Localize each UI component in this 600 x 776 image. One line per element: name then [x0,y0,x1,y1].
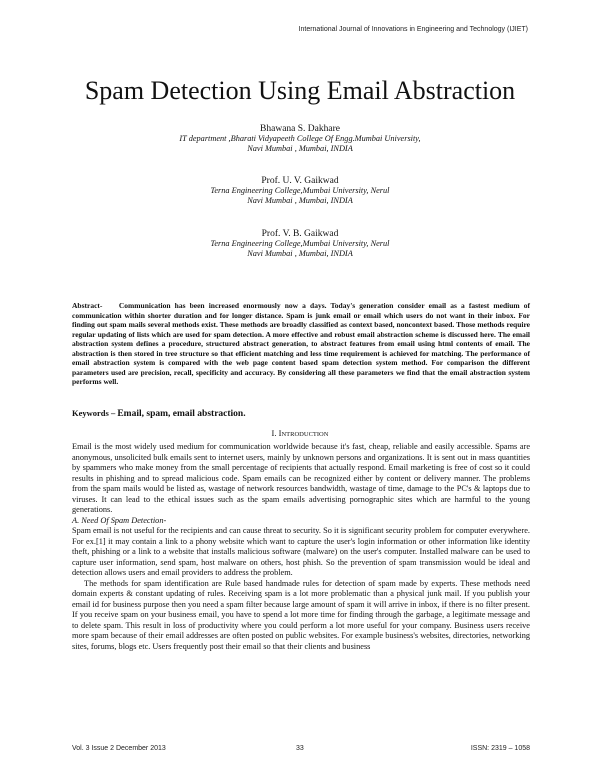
author-block-1 [0,124,600,154]
footer-volume: Vol. 3 Issue 2 December 2013 [72,745,166,752]
keywords-label: Keywords – [72,408,116,418]
author-block-2 [0,176,600,206]
journal-header: International Journal of Innovations in Engineering and Technology (IJIET) [298,26,528,33]
subsection-heading: A. Need Of Spam Detection- [72,515,167,525]
paragraph: The methods for spam identification are Rule based handmade rules for detection of spam made by experts. These methods need domain experts & constant updating of rules. Receiving spam is a lot more problematic than a physical junk mail. If you publish your email id for business purpose then you need a spam filter because large amount of spam it will arrive in inbox, if there is no filter present. If you receive spam on your business email, you have to spend a lot more time for finding through the garbage, a legitimate message and to delete spam. This result in loss of productivity where you could perform a lot more useful for your company. Business users receive more spam because of their email addresses are often posted on public websites. For example business's websites, directories, networking sites, forums, blogs etc. Users frequently post their email so that their clients and business [72,578,530,651]
abstract-text: Communication has been increased enormously now a days. Today's generation consider email as a fastest medium of communication within shorter duration and for longer distance. Spam is junk email or email which users do not want in their inbox. For finding out spam mails several methods exist. These methods are broadly classified as context based, noncontext based. Those methods require regular updating of lists which are used for spam detection. A more effective and robust email abstraction scheme is discussed here. The email abstraction system defines a procedure, structured abstract generation, to abstract features from email using html contents of email. The abstraction is then stored in tree structure so that efficient matching and less time requirement is achieved for matching. The performance of email abstraction system is compared with the web page content based spam detection system method. For comparison the different parameters used are precision, recall, specificity and accuracy. By considering all these parameters we find that the email abstraction system performs well. [72,301,531,386]
author-affiliation: Terna Engineering College,Mumbai University, Nerul [210,239,390,248]
footer-page-number: 33 [296,745,304,752]
abstract [72,301,530,387]
author-name: Bhawana S. Dakhare [260,124,340,134]
paragraph: Spam email is not useful for the recipients and can cause threat to security. So it is significant security problem for computer everywhere. For ex.[1] it may contain a link to a phony website which want to capture the user's login information or other information like identity theft, phishing or a link to a website that installs malicious software (malware) on the user's computer. Installed malware can be used to capture user information, send spam, host malware on others, host phish. So the prevention of spam transmission would be ideal and detection allows users and email providers to address the problem. [72,526,530,577]
section-title-rest: NTRODUCTION [281,431,329,438]
section-title-first: I [278,428,282,438]
author-name: Prof. U. V. Gaikwad [261,176,339,186]
author-affiliation: Terna Engineering College,Mumbai University, Nerul [210,186,390,195]
footer-issn: ISSN: 2319 – 1058 [470,745,530,752]
keywords [72,408,246,419]
paper-title: Spam Detection Using Email Abstraction [84,76,516,105]
paragraph: Email is the most widely used medium for communication worldwide because it's fast, cheap, reliable and easily accessible. Spams are anonymous, unsolicited bulk emails sent to internet users, mainly by unknown persons and organizations. It is sent out in mass quantities by spammers who make money from the small percentage of recipients that actually respond. Email marketing is free of cost so it could results in phishing and to spread malicious code. Spam emails can be recognized either by content or delivery manner. The problems from the spam mails would be listed as, wastage of network resources bandwidth, wastage of time, damage to the PC's & laptops due to viruses. It can lead to the ethical issues such as the spam emails advertising pornographic sites which are harmful to the young generations. [72,442,530,514]
author-block-3 [0,229,600,259]
abstract-label: Abstract- [72,301,103,310]
body-text [72,442,530,652]
author-affiliation: Navi Mumbai , Mumbai, INDIA [247,196,353,205]
author-name: Prof. V. B. Gaikwad [261,229,339,239]
author-affiliation: Navi Mumbai , Mumbai, INDIA [247,249,353,258]
section-number: I. [271,428,277,438]
keywords-text: Email, spam, email abstraction. [117,409,246,419]
author-affiliation: Navi Mumbai , Mumbai, INDIA [247,144,353,153]
author-affiliation: IT department ,Bharati Vidyapeeth College Of Engg.Mumbai University, [179,134,421,143]
section-heading [0,428,600,438]
